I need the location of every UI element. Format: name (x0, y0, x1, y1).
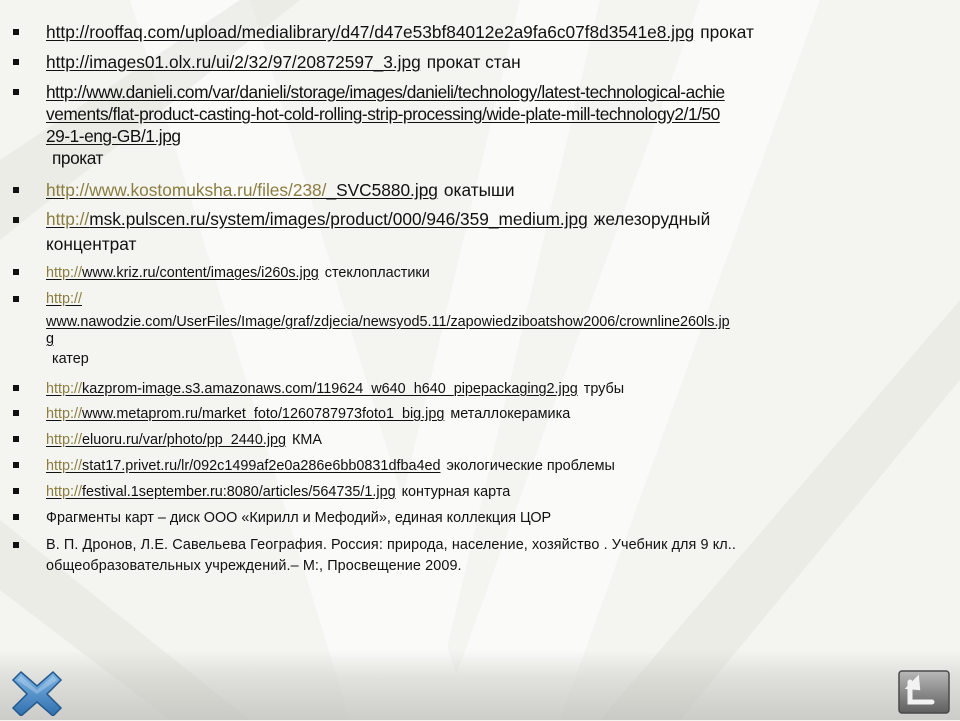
reference-caption: экологические проблемы (446, 458, 615, 474)
reference-caption: окатыши (443, 180, 515, 200)
bullet (13, 514, 19, 520)
reference-link[interactable]: http://www.kostomuksha.ru/files/238/_SVC5880.jpg (46, 180, 438, 200)
reference-caption: трубы (583, 381, 625, 397)
reference-caption: прокат (700, 22, 754, 42)
close-x-icon (8, 668, 66, 716)
reference-caption: прокат (52, 148, 103, 168)
reference-caption: КМА (292, 432, 323, 448)
reference-caption: металлокерамика (450, 406, 571, 422)
bullet (13, 217, 19, 223)
reference-link[interactable]: http://www.metaprom.ru/market_foto/1260787973foto1_big.jpg (46, 406, 445, 422)
bullet (13, 410, 19, 416)
reference-link[interactable]: http://rooffaq.com/upload/medialibrary/d47/d47e53bf84012e2a9fa6c07f8d3541e8.jpg (46, 22, 695, 42)
bullet (13, 187, 19, 193)
bullet (13, 542, 19, 548)
reference-caption: контурная карта (401, 484, 511, 500)
return-arrow-icon (896, 668, 952, 716)
reference-link[interactable]: http://images01.olx.ru/ui/2/32/97/20872597_3.jpg (46, 52, 421, 72)
bullet (13, 488, 19, 494)
bullet (13, 385, 19, 391)
bullet (13, 29, 19, 35)
reference-caption: катер (52, 351, 89, 367)
reference-link[interactable]: http:// www.nawodzie.com/UserFiles/Image/graf/zdjecia/newsyod5.11/zapowiedziboatshow2006/crownline260ls.jp g (46, 291, 730, 347)
bullet (13, 296, 19, 302)
reference-link[interactable]: http://stat17.privet.ru/lr/092c1499af2e0a286e6bb0831dfba4ed (46, 458, 441, 474)
reference-link[interactable]: http://kazprom-image.s3.amazonaws.com/119624_w640_h640_pipepackaging2.jpg (46, 381, 578, 397)
bullet (13, 269, 19, 275)
reference-text: В. П. Дронов, Л.Е. Савельева География. Россия: природа, население, хозяйство . Учебник для 9 кл.. (46, 537, 737, 553)
reference-caption: прокат стан (426, 52, 521, 72)
reference-link[interactable]: http://eluoru.ru/var/photo/pp_2440.jpg (46, 432, 287, 448)
reference-caption: стеклопластики (324, 265, 430, 281)
reference-text-continued: общеобразовательных учреждений.– М:, Просвещение 2009. (46, 558, 462, 574)
bullet (13, 59, 19, 65)
reference-link[interactable]: http://www.kriz.ru/content/images/i260s.jpg (46, 265, 319, 281)
bullet (13, 462, 19, 468)
reference-caption: железорудный (593, 209, 711, 229)
bullet (13, 89, 19, 95)
reference-text: Фрагменты карт – диск ООО «Кирилл и Мефодий», единая коллекция ЦОР (46, 510, 552, 526)
close-button[interactable] (8, 668, 66, 716)
footer-band (0, 650, 960, 720)
reference-caption-continued: концентрат (46, 234, 137, 254)
return-button[interactable] (896, 668, 952, 716)
reference-link[interactable]: http://www.danieli.com/var/danieli/storage/images/danieli/technology/latest-technological-achie vements/flat-product-casting-hot-cold-rolling-strip-processing/wide-plate-mill-technology2/1/50 29-1-eng-GB/1.jpg (46, 82, 725, 146)
bullet (13, 436, 19, 442)
reference-link[interactable]: http://msk.pulscen.ru/system/images/product/000/946/359_medium.jpg (46, 209, 588, 229)
reference-link[interactable]: http://festival.1september.ru:8080/articles/564735/1.jpg (46, 484, 396, 500)
